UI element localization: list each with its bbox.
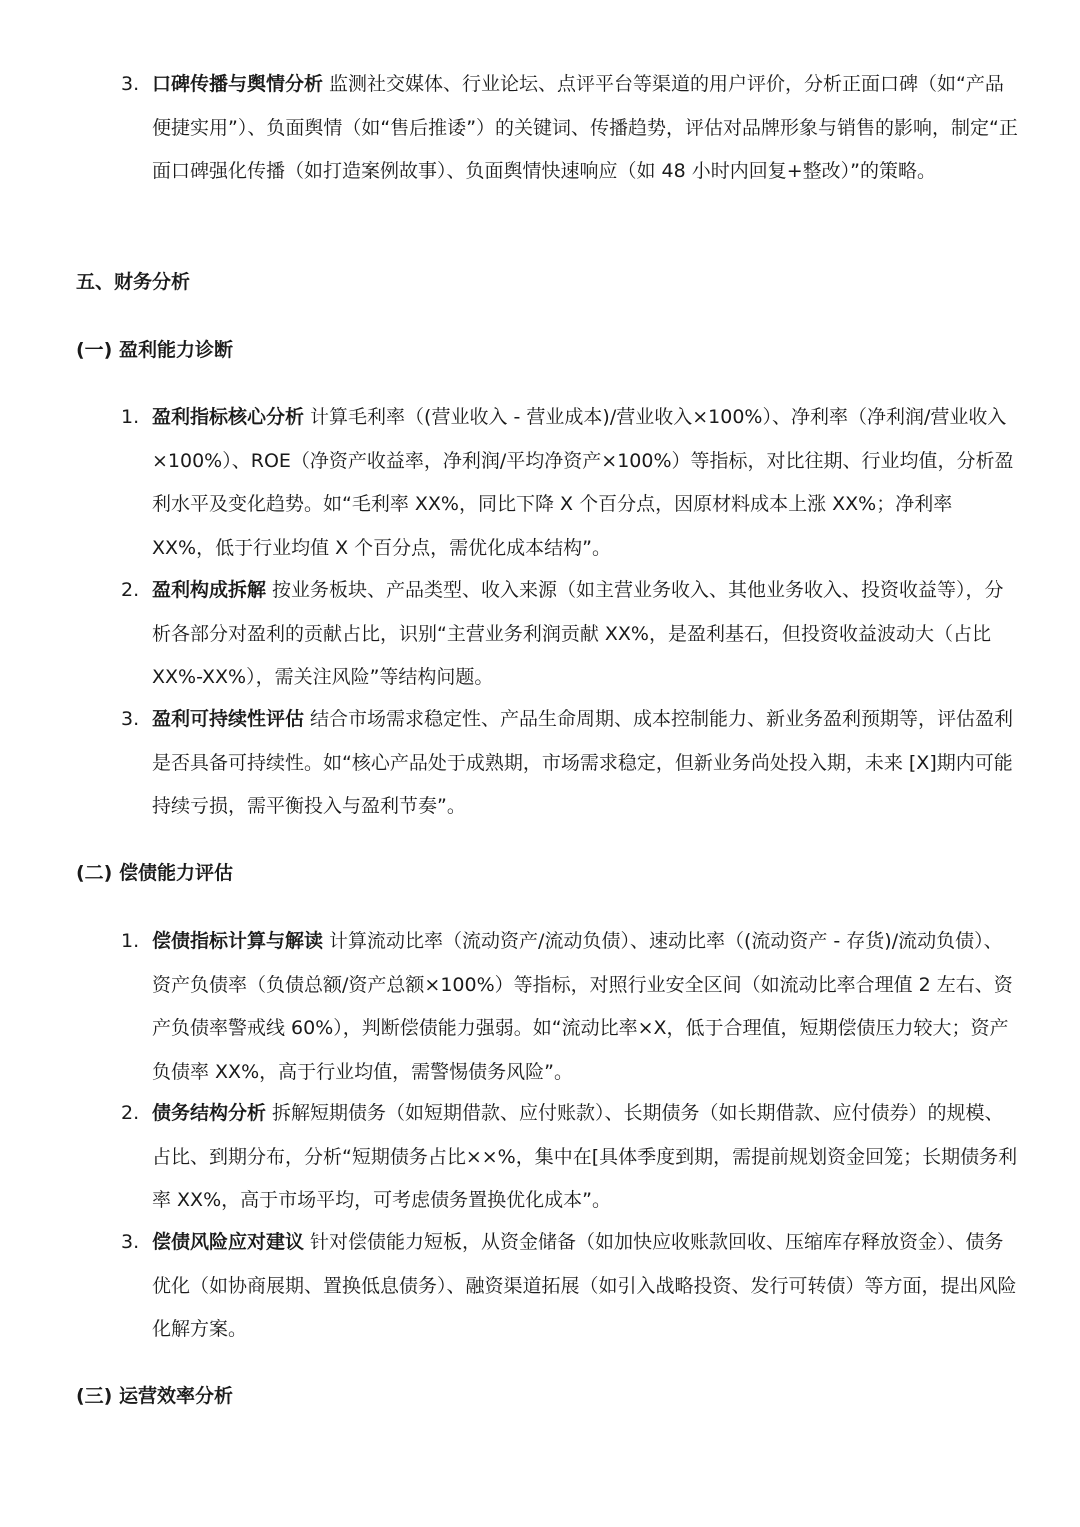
- item-text: 针对偿债能力短板，从资金储备（如加快应收账款回收、压缩库存释放资金）、债务优化（如协商展期、置换低息债务）、融资渠道拓展（如引入战略投资、发行可转债）等方面，提出风险化解方案。: [152, 1231, 1017, 1340]
- item-text: 结合市场需求稳定性、产品生命周期、成本控制能力、新业务盈利预期等，评估盈利是否具备可持续性。如“核心产品处于成熟期，市场需求稳定，但新业务尚处投入期，未来 [X]期内可能持续亏损，需平衡投入与盈利节奏”。: [152, 708, 1014, 817]
- item-lead: 口碑传播与舆情分析: [152, 73, 324, 95]
- item-lead: 盈利构成拆解: [152, 579, 267, 601]
- item-text: 按业务板块、产品类型、收入来源（如主营业务收入、其他业务收入、投资收益等），分析各部分对盈利的贡献占比，识别“主营业务利润贡献 XX%，是盈利基石，但投资收益波动大（占比 XX%-XX%），需关注风险”等结构问题。: [152, 579, 1004, 688]
- list-item: [121, 63, 1021, 194]
- list-item-body: [152, 569, 1021, 700]
- list-item-body: [152, 920, 1021, 1094]
- list-item: [121, 1221, 1021, 1352]
- list-item-body: [152, 1221, 1021, 1352]
- list-number: 1.: [121, 406, 140, 428]
- list-number: 1.: [121, 930, 140, 952]
- list-number: 3.: [121, 1231, 140, 1253]
- list-number: 2.: [121, 1102, 140, 1124]
- item-lead: 债务结构分析: [152, 1102, 267, 1124]
- list-item: [121, 396, 1021, 570]
- list-item: [121, 1092, 1021, 1223]
- section-heading: 五、财务分析: [76, 271, 191, 293]
- list-item: [121, 920, 1021, 1094]
- list-number: 3.: [121, 73, 140, 95]
- item-lead: 盈利指标核心分析: [152, 406, 305, 428]
- subsection-heading: (二) 偿债能力评估: [76, 862, 233, 884]
- list-item: [121, 698, 1021, 829]
- subsection-heading: (一) 盈利能力诊断: [76, 339, 233, 361]
- list-item: [121, 569, 1021, 700]
- item-text: 拆解短期债务（如短期借款、应付账款）、长期债务（如长期借款、应付债券）的规模、占比、到期分布，分析“短期债务占比××%，集中在[具体季度到期，需提前规划资金回笼；长期债务利率 XX%，高于市场平均，可考虑债务置换优化成本”。: [152, 1102, 1018, 1211]
- list-number: 2.: [121, 579, 140, 601]
- list-item-body: [152, 1092, 1021, 1223]
- item-text: 计算毛利率（(营业收入 - 营业成本)/营业收入×100%）、净利率（净利润/营业收入×100%）、ROE（净资产收益率，净利润/平均净资产×100%）等指标，对比往期、行业均值，分析盈利水平及变化趋势。如“毛利率 XX%，同比下降 X 个百分点，因原材料成本上涨 XX%；净利率 XX%，低于行业均值 X 个百分点，需优化成本结构”。: [152, 406, 1014, 559]
- item-lead: 偿债风险应对建议: [152, 1231, 305, 1253]
- item-text: 计算流动比率（流动资产/流动负债）、速动比率（(流动资产 - 存货)/流动负债）、资产负债率（负债总额/资产总额×100%）等指标，对照行业安全区间（如流动比率合理值 2 左右、资产负债率警戒线 60%），判断偿债能力强弱。如“流动比率×X，低于合理值，短期偿债压力较大；资产负债率 XX%，高于行业均值，需警惕债务风险”。: [152, 930, 1013, 1083]
- list-item-body: [152, 698, 1021, 829]
- item-lead: 偿债指标计算与解读: [152, 930, 324, 952]
- list-item-body: [152, 63, 1021, 194]
- list-item-body: [152, 396, 1021, 570]
- list-number: 3.: [121, 708, 140, 730]
- subsection-heading: (三) 运营效率分析: [76, 1385, 233, 1407]
- item-text: 监测社交媒体、行业论坛、点评平台等渠道的用户评价，分析正面口碑（如“产品便捷实用”）、负面舆情（如“售后推诿”）的关键词、传播趋势，评估对品牌形象与销售的影响，制定“正面口碑强化传播（如打造案例故事）、负面舆情快速响应（如 48 小时内回复+整改）”的策略。: [152, 73, 1018, 182]
- item-lead: 盈利可持续性评估: [152, 708, 305, 730]
